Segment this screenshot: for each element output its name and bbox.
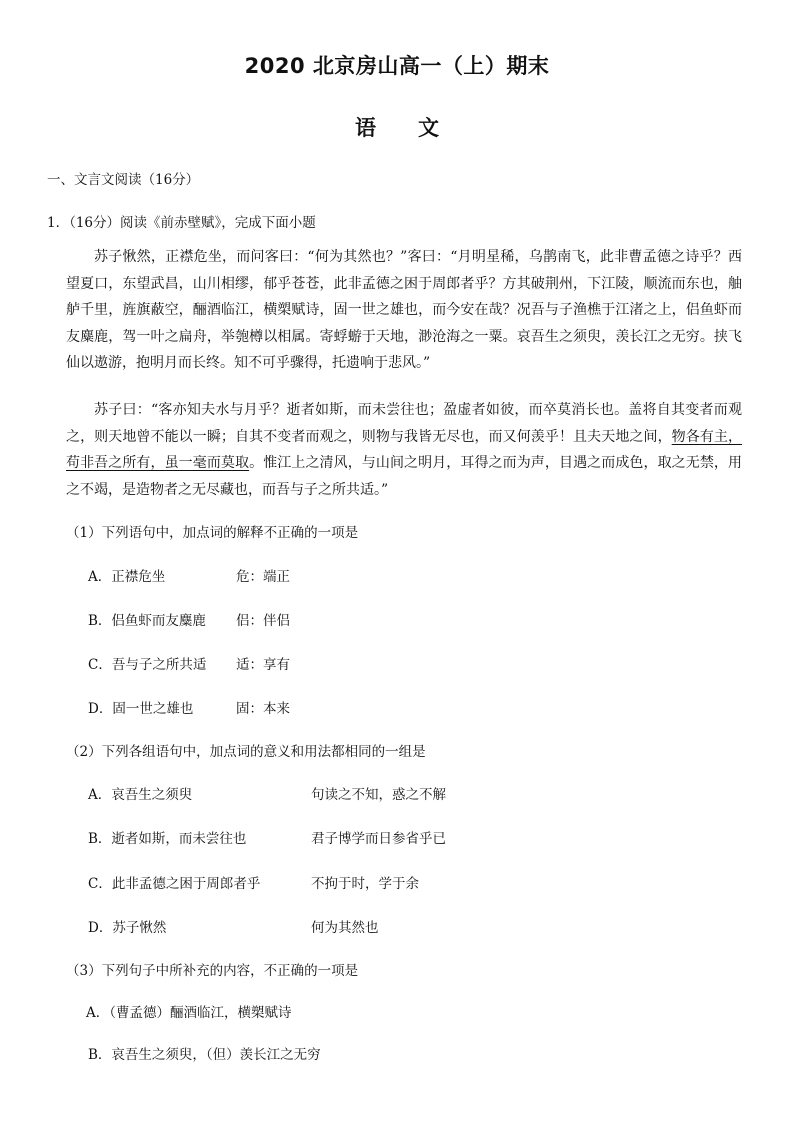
- subject-heading: [0, 112, 794, 142]
- subq2-option-a-note: 句读之不知，惑之不解: [311, 787, 446, 803]
- subq2-option-d-note: 何为其然也: [311, 920, 379, 936]
- subq2-option-b: B．逝者如斯，而未尝往也: [88, 831, 247, 847]
- underlined-sentence: 物各有主，苟非吾之所有，虽一毫而莫取: [66, 428, 743, 471]
- subq1-option-a: A．正襟危坐: [88, 569, 166, 585]
- subq2-option-d: D．苏子愀然: [88, 920, 167, 936]
- passage-p2-text-before: 苏子曰：“客亦知夫水与月乎？逝者如斯，而未尝往也；盈虚者如彼，而卒莫消长也。盖将自其变者而观之，则天地曾不能以一瞬；自其不变者而观之，则物与我皆无尽也，而又何羡乎！且夫天地之间，: [66, 402, 742, 445]
- subquestion-3-prompt: （3）下列句子中所补充的内容，不正确的一项是: [66, 963, 359, 979]
- subq2-option-c-note: 不拘于时，学于余: [311, 876, 419, 892]
- passage-paragraph-1: 苏子愀然，正襟危坐，而问客曰：“何为其然也？”客曰：“月明星稀，乌鹊南飞，此非曹孟德之诗乎？西望夏口，东望武昌，山川相缪，郁乎苍苍，此非孟德之困于周郎者乎？方其破荆州，下江陵，顺流而东也，舳舻千里，旌旗蔽空，酾酒临江，横槊赋诗，固一世之雄也，而今安在哉？况吾与子渔樵于江渚之上，侣鱼虾而友麋鹿，驾一叶之扁舟，举匏樽以相属。寄蜉蝣于天地，渺沧海之一粟。哀吾生之须臾，羡长江之无穷。挟飞仙以遨游，抱明月而长终。知不可乎骤得，托遗响于悲风。”: [66, 249, 742, 371]
- question-stem: 1．（16分）阅读《前赤壁赋》，完成下面小题: [47, 215, 316, 231]
- passage-paragraph-2: [66, 397, 742, 503]
- subq2-option-b-note: 君子博学而日参省乎已: [311, 831, 446, 847]
- subq3-option-b: B．哀吾生之须臾，（但）羡长江之无穷: [88, 1047, 321, 1063]
- page-title: 2020 北京房山高一（上）期末: [244, 54, 550, 78]
- passage-p2-text-after: 。惟江上之清风，与山间之明月，耳得之而为声，目遇之而成色，取之无禁，用之不竭，是造物者之无尽藏也，而吾与子之所共适。”: [66, 455, 743, 498]
- subq3-option-a: A．（曹孟德）酾酒临江，横槊赋诗: [86, 1005, 292, 1021]
- subq2-option-c: C．此非孟德之困于周郎者乎: [88, 876, 261, 892]
- subquestion-1-prompt: （1）下列语句中，加点词的解释不正确的一项是: [66, 525, 359, 541]
- subquestion-2-prompt: （2）下列各组语句中，加点词的意义和用法都相同的一组是: [66, 744, 426, 760]
- subq1-option-d: D．固一世之雄也: [88, 701, 194, 717]
- subq1-option-c-note: 适：享有: [236, 657, 290, 673]
- subq1-option-b: B．侣鱼虾而友麋鹿: [88, 613, 206, 629]
- subq1-option-a-note: 危：端正: [236, 569, 290, 585]
- subject-char-right: 文: [418, 116, 439, 140]
- subq1-option-d-note: 固：本来: [236, 701, 290, 717]
- subq1-option-b-note: 侣：伴侣: [236, 613, 290, 629]
- subq2-option-a: A．哀吾生之须臾: [88, 787, 193, 803]
- section-heading: 一、文言文阅读（16分）: [47, 172, 200, 188]
- subq1-option-c: C．吾与子之所共适: [88, 657, 207, 673]
- subject-char-left: 语: [355, 116, 376, 140]
